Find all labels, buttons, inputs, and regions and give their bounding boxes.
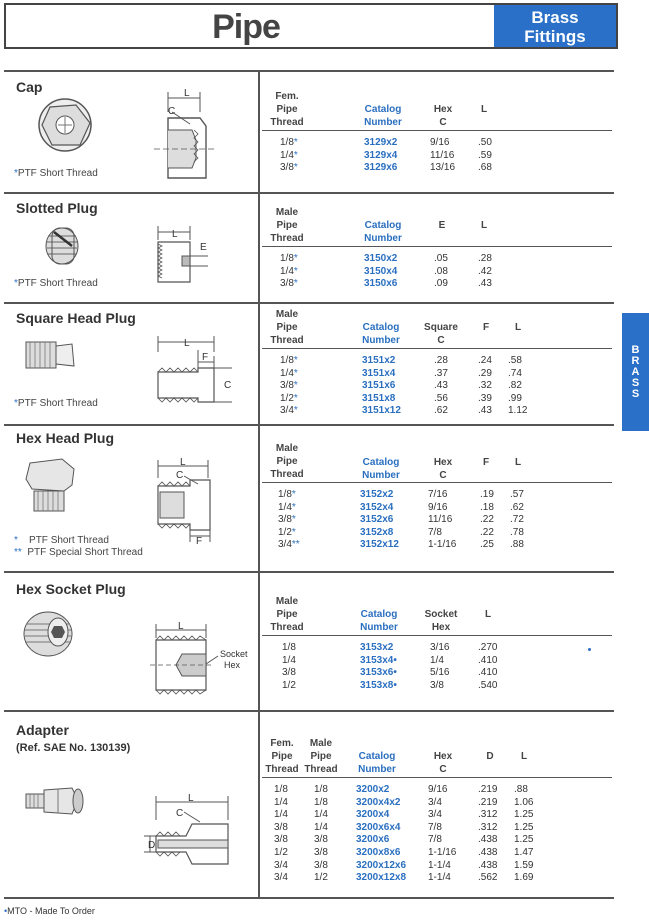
brass-side-tab [622, 313, 649, 431]
socket-hex-cell: 3/16 [430, 642, 450, 653]
square-table-rule [262, 348, 612, 349]
hex-socket-plug-drawing [150, 620, 260, 698]
f-cell: .22 [480, 526, 494, 538]
adapter-header-l: L [520, 751, 528, 762]
adapter-header-hex: Hex C [433, 751, 453, 775]
male-thread-cell: 3/8 [314, 834, 328, 846]
d-cell: .438 [478, 834, 498, 846]
section-divider [4, 302, 614, 304]
length-l-cell: .62 [510, 501, 524, 513]
socket-hex-cell: 1/4 [430, 654, 444, 666]
f-cell: .29 [478, 367, 492, 379]
slotted-table-rule [262, 246, 612, 247]
catalog-number-cell: 3151x12 [362, 405, 401, 417]
length-l-cell: .43 [478, 278, 492, 290]
adapter-header-catalog: Catalog Number [358, 751, 396, 775]
catalog-number-cell: 3151x2 [362, 355, 396, 366]
d-cell: .219 [478, 796, 498, 808]
mto-dot-mark [588, 648, 591, 651]
f-cell: .39 [478, 392, 492, 404]
square-head-plug-drawing [148, 332, 238, 414]
length-l-cell: 1.47 [514, 847, 534, 858]
male-thread-cell: 1/4 [314, 821, 328, 833]
hex-c-cell: 13/16 [430, 162, 456, 174]
cap-photo [30, 95, 100, 159]
cap-drawing [150, 88, 220, 188]
pipe-thread-cell: 1/2* [278, 526, 296, 538]
f-cell: .22 [480, 514, 494, 526]
pipe-thread-cell: 1/4 [282, 654, 296, 666]
length-l-cell: 1.69 [514, 872, 534, 884]
square-title: Square Head Plug [16, 310, 136, 326]
length-l-cell: .72 [510, 514, 524, 526]
catalog-number-cell: 3129x4 [364, 149, 398, 161]
section-divider [4, 710, 614, 712]
page-header [4, 3, 618, 49]
f-cell: .25 [480, 539, 494, 551]
length-l-cell: .410 [478, 654, 498, 666]
hexsocket-header-thread: Male Pipe Thread [270, 596, 304, 633]
pipe-thread-cell: 3/8* [280, 162, 298, 174]
d-cell: .312 [478, 809, 498, 821]
square-header-l: L [514, 322, 522, 333]
cap-header-hex: Hex C [433, 104, 453, 128]
hex-c-cell: 1-1/16 [428, 539, 457, 551]
male-thread-cell: 1/8 [314, 796, 328, 808]
f-cell: .43 [478, 405, 492, 417]
section-divider [4, 897, 614, 899]
catalog-number-cell: 3150x4 [364, 265, 398, 277]
square-header-square: Square C [424, 322, 458, 346]
slotted-plug-photo [38, 222, 88, 270]
length-l-cell: 1.06 [514, 796, 534, 808]
square-head-plug-photo [22, 330, 78, 378]
length-l-cell: 1.12 [508, 405, 528, 417]
cap-dim-c: C [168, 106, 176, 117]
pipe-thread-cell: 1/8* [278, 489, 296, 500]
adapter-header-male: Male Pipe Thread [304, 738, 338, 775]
f-cell: .32 [478, 380, 492, 392]
length-l-cell: .74 [508, 367, 522, 379]
category-tag [494, 5, 616, 47]
hexsocket-dim-l: L [178, 621, 184, 632]
category-tag-line1: Brass [531, 8, 579, 27]
length-l-cell: .78 [510, 526, 524, 538]
catalog-number-cell: 3152x4 [360, 501, 394, 513]
cap-title: Cap [16, 79, 43, 95]
pipe-thread-cell: 1/4* [280, 149, 298, 161]
hex-c-cell: 9/16 [428, 501, 448, 513]
hexhead-note2: ** PTF Special Short Thread [14, 547, 143, 558]
hexhead-note1: * PTF Short Thread [14, 535, 109, 546]
d-cell: .562 [478, 872, 498, 884]
pipe-thread-cell: 3/4* [280, 405, 298, 417]
slotted-dim-l: L [172, 229, 178, 240]
catalog-number-cell: 3200x6 [356, 834, 390, 846]
catalog-number-cell: 3152x6 [360, 514, 394, 526]
pipe-thread-cell: 1/4* [280, 367, 298, 379]
hexhead-table-rule [262, 482, 612, 483]
pipe-thread-cell: 1/8 [282, 642, 296, 653]
catalog-number-cell: 3200x4x2 [356, 796, 401, 808]
fem-thread-cell: 3/8 [274, 834, 288, 846]
fem-thread-cell: 1/2 [274, 847, 288, 858]
hexsocket-dim-hex: Hex [224, 660, 241, 670]
length-l-cell: .540 [478, 679, 498, 691]
section-divider [4, 70, 614, 72]
male-thread-cell: 1/8 [314, 784, 328, 795]
fem-thread-cell: 1/8 [274, 784, 288, 795]
male-thread-cell: 3/8 [314, 859, 328, 871]
slot-e-cell: .05 [434, 253, 448, 264]
column-divider [258, 72, 260, 897]
slot-e-cell: .09 [434, 278, 448, 290]
hex-c-cell: 1-1/16 [428, 847, 457, 858]
hexsocket-header-l: L [484, 609, 492, 620]
catalog-number-cell: 3153x2 [360, 642, 394, 653]
pipe-thread-cell: 1/4* [278, 501, 296, 513]
square-c-cell: .37 [434, 367, 448, 379]
hex-c-cell: 11/16 [428, 514, 453, 526]
cap-table-rule [262, 130, 612, 131]
catalog-number-cell: 3200x6x4 [356, 821, 401, 833]
square-dim-f: F [202, 352, 209, 363]
length-l-cell: 1.25 [514, 809, 534, 821]
square-note: *PTF Short Thread [14, 398, 98, 409]
adapter-dim-d: D [148, 840, 156, 851]
slotted-dim-e: E [200, 242, 207, 253]
square-c-cell: .56 [434, 392, 448, 404]
catalog-number-cell: 3152x2 [360, 489, 394, 500]
square-dim-c: C [224, 380, 232, 391]
length-l-cell: .99 [508, 392, 522, 404]
page-title: Pipe [212, 8, 280, 46]
hexhead-header-catalog: Catalog Number [362, 457, 400, 481]
section-divider [4, 571, 614, 573]
hexhead-header-l: L [514, 457, 522, 468]
length-l-cell: .82 [508, 380, 522, 392]
catalog-number-cell: 3200x8x6 [356, 847, 401, 858]
male-thread-cell: 1/4 [314, 809, 328, 821]
hexhead-dim-c: C [176, 470, 184, 481]
catalog-number-cell: 3200x12x6 [356, 859, 407, 871]
cap-header-l: L [480, 104, 488, 115]
f-cell: .18 [480, 501, 494, 513]
hexsocket-header-catalog: Catalog Number [360, 609, 398, 633]
length-l-cell: .42 [478, 265, 492, 277]
hex-socket-plug-photo [18, 606, 78, 662]
catalog-number-cell: 3200x4 [356, 809, 390, 821]
catalog-number-cell: 3200x12x8 [356, 872, 407, 884]
square-c-cell: .62 [434, 405, 448, 417]
length-l-cell: 1.25 [514, 821, 534, 833]
hexsocket-table-rule [262, 635, 612, 636]
length-l-cell: 1.59 [514, 859, 534, 871]
pipe-thread-cell: 3/8* [280, 278, 298, 290]
pipe-thread-cell: 1/8* [280, 355, 298, 366]
square-header-f: F [482, 322, 490, 333]
hexhead-dim-l: L [180, 457, 186, 468]
length-l-cell: .58 [508, 355, 522, 366]
square-dim-l: L [184, 338, 190, 349]
square-c-cell: .43 [434, 380, 448, 392]
hexsocket-header-socket: Socket Hex [424, 609, 458, 633]
square-header-catalog: Catalog Number [362, 322, 400, 346]
catalog-number-cell: 3153x4• [360, 654, 397, 666]
catalog-number-cell: 3129x6 [364, 162, 398, 174]
f-cell: .24 [478, 355, 492, 366]
hex-c-cell: 11/16 [430, 149, 455, 161]
hex-c-cell: 1-1/4 [428, 859, 451, 871]
slotted-plug-drawing [150, 222, 220, 290]
hex-c-cell: 3/4 [428, 809, 442, 821]
male-thread-cell: 3/8 [314, 847, 328, 858]
adapter-photo [22, 782, 92, 822]
hex-head-plug-photo [22, 455, 78, 515]
pipe-thread-cell: 3/8* [278, 514, 296, 526]
adapter-title: Adapter [16, 722, 69, 738]
catalog-number-cell: 3153x8• [360, 679, 397, 691]
slotted-header-e: E [438, 220, 446, 231]
catalog-number-cell: 3200x2 [356, 784, 390, 795]
hex-c-cell: 3/4 [428, 796, 442, 808]
hexsocket-dim-socket: Socket [220, 649, 248, 659]
pipe-thread-cell: 1/8* [280, 253, 298, 264]
catalog-number-cell: 3150x2 [364, 253, 398, 264]
side-tab-letters: B R A S S [631, 344, 640, 400]
catalog-number-cell: 3153x6• [360, 667, 397, 679]
pipe-thread-cell: 1/2 [282, 679, 296, 691]
socket-hex-cell: 3/8 [430, 679, 444, 691]
slotted-title: Slotted Plug [16, 200, 98, 216]
d-cell: .219 [478, 784, 498, 795]
pipe-thread-cell: 3/8* [280, 380, 298, 392]
hex-c-cell: 7/16 [428, 489, 448, 500]
catalog-number-cell: 3151x8 [362, 392, 396, 404]
footer-note: •MTO - Made To Order [4, 906, 95, 916]
fem-thread-cell: 1/4 [274, 796, 288, 808]
catalog-number-cell: 3151x4 [362, 367, 396, 379]
pipe-thread-cell: 3/4** [278, 539, 300, 551]
slotted-header-l: L [480, 220, 488, 231]
adapter-drawing [140, 792, 250, 872]
square-header-thread: Male Pipe Thread [270, 309, 304, 346]
hexhead-title: Hex Head Plug [16, 430, 115, 446]
section-divider [4, 424, 614, 426]
catalog-number-cell: 3152x12 [360, 539, 399, 551]
hexsocket-title: Hex Socket Plug [16, 581, 126, 597]
hex-c-cell: 7/8 [428, 834, 442, 846]
catalog-number-cell: 3129x2 [364, 137, 398, 148]
cap-header-thread: Fem. Pipe Thread [270, 91, 304, 128]
male-thread-cell: 1/2 [314, 872, 328, 884]
fem-thread-cell: 1/4 [274, 809, 288, 821]
hex-c-cell: 9/16 [428, 784, 448, 795]
pipe-thread-cell: 1/8* [280, 137, 298, 148]
pipe-thread-cell: 1/2* [280, 392, 298, 404]
hexhead-header-f: F [482, 457, 490, 468]
length-l-cell: .68 [478, 162, 492, 174]
slotted-header-thread: Male Pipe Thread [270, 207, 304, 244]
fem-thread-cell: 3/4 [274, 872, 288, 884]
adapter-dim-l: L [188, 793, 194, 804]
adapter-subtitle: (Ref. SAE No. 130139) [16, 742, 131, 754]
adapter-header-d: D [486, 751, 494, 762]
square-c-cell: .28 [434, 355, 448, 366]
adapter-header-fem: Fem. Pipe Thread [265, 738, 299, 775]
section-divider [4, 192, 614, 194]
hexhead-header-hex: Hex C [433, 457, 453, 481]
d-cell: .438 [478, 859, 498, 871]
fem-thread-cell: 3/4 [274, 859, 288, 871]
cap-dim-l: L [184, 88, 190, 99]
hex-c-cell: 9/16 [430, 137, 450, 148]
length-l-cell: .57 [510, 489, 524, 500]
slotted-note: *PTF Short Thread [14, 278, 98, 289]
hex-head-plug-drawing [150, 456, 230, 546]
length-l-cell: .59 [478, 149, 492, 161]
slotted-header-catalog: Catalog Number [364, 220, 402, 244]
hex-c-cell: 1-1/4 [428, 872, 451, 884]
length-l-cell: .270 [478, 642, 498, 653]
hex-c-cell: 7/8 [428, 526, 442, 538]
catalog-number-cell: 3152x8 [360, 526, 394, 538]
d-cell: .312 [478, 821, 498, 833]
length-l-cell: .28 [478, 253, 492, 264]
hexhead-dim-f: F [196, 536, 203, 546]
f-cell: .19 [480, 489, 494, 500]
length-l-cell: .50 [478, 137, 492, 148]
hex-c-cell: 7/8 [428, 821, 442, 833]
catalog-number-cell: 3151x6 [362, 380, 396, 392]
pipe-thread-cell: 3/8 [282, 667, 296, 679]
length-l-cell: 1.25 [514, 834, 534, 846]
adapter-table-rule [262, 777, 612, 778]
catalog-number-cell: 3150x6 [364, 278, 398, 290]
length-l-cell: .88 [510, 539, 524, 551]
fem-thread-cell: 3/8 [274, 821, 288, 833]
cap-note: *PTF Short Thread [14, 168, 98, 179]
cap-header-catalog: Catalog Number [364, 104, 402, 128]
length-l-cell: .88 [514, 784, 528, 795]
hexhead-header-thread: Male Pipe Thread [270, 443, 304, 480]
category-tag-line2: Fittings [524, 27, 586, 46]
slot-e-cell: .08 [434, 265, 448, 277]
length-l-cell: .410 [478, 667, 498, 679]
d-cell: .438 [478, 847, 498, 858]
socket-hex-cell: 5/16 [430, 667, 450, 679]
pipe-thread-cell: 1/4* [280, 265, 298, 277]
adapter-dim-c: C [176, 808, 184, 819]
